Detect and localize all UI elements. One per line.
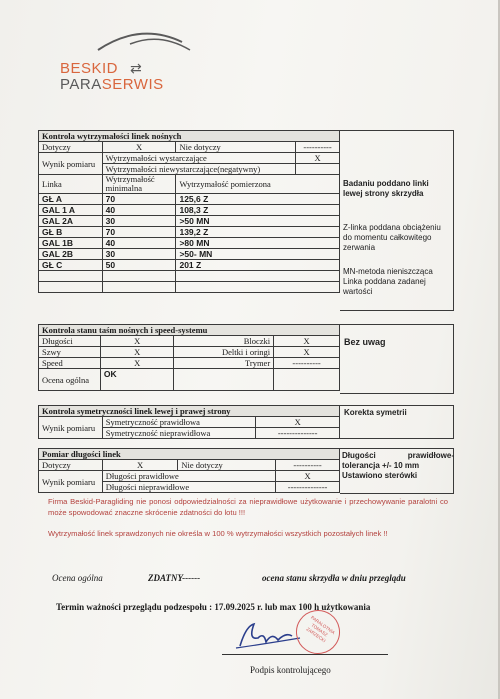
line-measured: >80 MN (176, 238, 340, 249)
label: Długości prawidłowe (102, 471, 275, 482)
line-min: 40 (102, 205, 176, 216)
overall-value: ZDATNY------ (148, 573, 201, 583)
line-name: GAL 2A (39, 216, 103, 227)
label: Deltki i oringi (174, 347, 274, 358)
line-min: 70 (102, 227, 176, 238)
check-mark: X (102, 142, 176, 153)
symmetry-table (38, 405, 340, 439)
side-note: Bez uwag (344, 337, 386, 347)
check-mark: X (102, 460, 178, 471)
validity-text: Termin ważności przeglądu podzespołu : 17.09.2025 r. lub max 100 h użytkowania (56, 602, 371, 612)
line-measured: >50 MN (176, 216, 340, 227)
check-mark: X (296, 153, 340, 164)
label: Bloczki (174, 336, 274, 347)
line-name: GŁ C (39, 260, 103, 271)
label: Ocena ogólna (39, 369, 101, 391)
dash-value: -------------- (256, 428, 340, 439)
side-note: MN-metoda nieniszcząca Linka poddana zadanej wartości (343, 267, 433, 296)
label: Symetryczność nieprawidłowa (102, 428, 256, 439)
line-measured: 201 Z (176, 260, 340, 271)
section-title: Kontrola stanu taśm nośnych i speed-systemu (39, 325, 340, 336)
company-logo (60, 28, 200, 98)
label: Dotyczy (39, 142, 103, 153)
signature-line (222, 654, 388, 655)
line-measured: 125,6 Z (176, 194, 340, 205)
label: Wynik pomiaru (39, 471, 103, 493)
dash-value: ---------- (274, 358, 340, 369)
line-min: 50 (102, 260, 176, 271)
label: Speed (39, 358, 101, 369)
line-name: GAL 1 A (39, 205, 103, 216)
logo-line2: PARASERWIS (60, 76, 164, 93)
line-min: 70 (102, 194, 176, 205)
label: Wynik pomiaru (39, 153, 103, 175)
overall-label: Ocena ogólna (52, 573, 103, 583)
check-mark: X (276, 471, 340, 482)
col-header: Wytrzymałość minimalna (102, 175, 176, 194)
warning-text: Firma Beskid-Paragliding nie ponosi odpowiedzialności za nieprawidłowe użytkowanie i przechowywanie paralotni co może spowodować znaczne skrócenie zdatności do lotu !!! (48, 497, 448, 517)
company-stamp: PARALOTNIA TOMASZ ZARZECKI (287, 601, 348, 662)
side-note: Korekta symetrii (344, 408, 407, 417)
label: Szwy (39, 347, 101, 358)
logo-swoosh-icon (90, 28, 200, 58)
line-measured: 108,3 Z (176, 205, 340, 216)
check-mark: X (256, 417, 340, 428)
signature-caption: Podpis kontrolującego (250, 665, 331, 675)
warning-text: Wytrzymałość linek sprawdzonych nie określa w 100 % wytrzymałości wszystkich pozostałych linek !! (48, 529, 388, 538)
col-header: Linka (39, 175, 103, 194)
label: Wytrzymałości niewystarczające(negatywny) (102, 164, 295, 175)
line-name: GŁ A (39, 194, 103, 205)
label: Symetryczność prawidłowa (102, 417, 256, 428)
logo-line1: BESKID (60, 60, 119, 77)
check-mark: X (100, 347, 174, 358)
length-table (38, 448, 340, 493)
line-measured: 139,2 Z (176, 227, 340, 238)
line-min: 30 (102, 216, 176, 227)
check-mark: X (100, 358, 174, 369)
side-box (340, 324, 454, 394)
section-title: Kontrola wytrzymałości linek nośnych (39, 131, 340, 142)
line-name: GAL 1B (39, 238, 103, 249)
line-measured: >50- MN (176, 249, 340, 260)
label: Nie dotyczy (178, 460, 276, 471)
line-name: GAL 2B (39, 249, 103, 260)
label: Dotyczy (39, 460, 103, 471)
col-header: Wytrzymałość pomierzona (176, 175, 340, 194)
check-mark: X (274, 336, 340, 347)
check-mark: X (100, 336, 174, 347)
side-note: Długości prawidłowe- tolerancja +/- 10 mm Ustawiono sterówki (342, 451, 454, 480)
label: Trymer (174, 358, 274, 369)
check-mark: X (274, 347, 340, 358)
label: Wytrzymałości wystarczające (102, 153, 295, 164)
overall-value: OK (100, 369, 174, 391)
line-name: GŁ B (39, 227, 103, 238)
label: Długości nieprawidłowe (102, 482, 275, 493)
signature-icon (234, 618, 304, 652)
section-title: Kontrola symetryczności linek lewej i prawej strony (39, 406, 340, 417)
dash-value: -------------- (276, 482, 340, 493)
logo-arrow-icon: ⇄ (130, 61, 142, 77)
strength-table (38, 130, 340, 293)
dash-value: ---------- (296, 142, 340, 153)
straps-table (38, 324, 340, 391)
overall-caption: ocena stanu skrzydła w dniu przeglądu (262, 573, 406, 583)
section-title: Pomiar długości linek (39, 449, 340, 460)
dash-value: ---------- (276, 460, 340, 471)
side-note: Badaniu poddano linki lewej strony skrzydła (343, 179, 429, 198)
side-note: Z-linka poddana obciążeniu do momentu całkowitego zerwania (343, 223, 441, 252)
label: Długości (39, 336, 101, 347)
label: Nie dotyczy (176, 142, 296, 153)
label: Wynik pomiaru (39, 417, 103, 439)
line-min: 30 (102, 249, 176, 260)
line-min: 40 (102, 238, 176, 249)
